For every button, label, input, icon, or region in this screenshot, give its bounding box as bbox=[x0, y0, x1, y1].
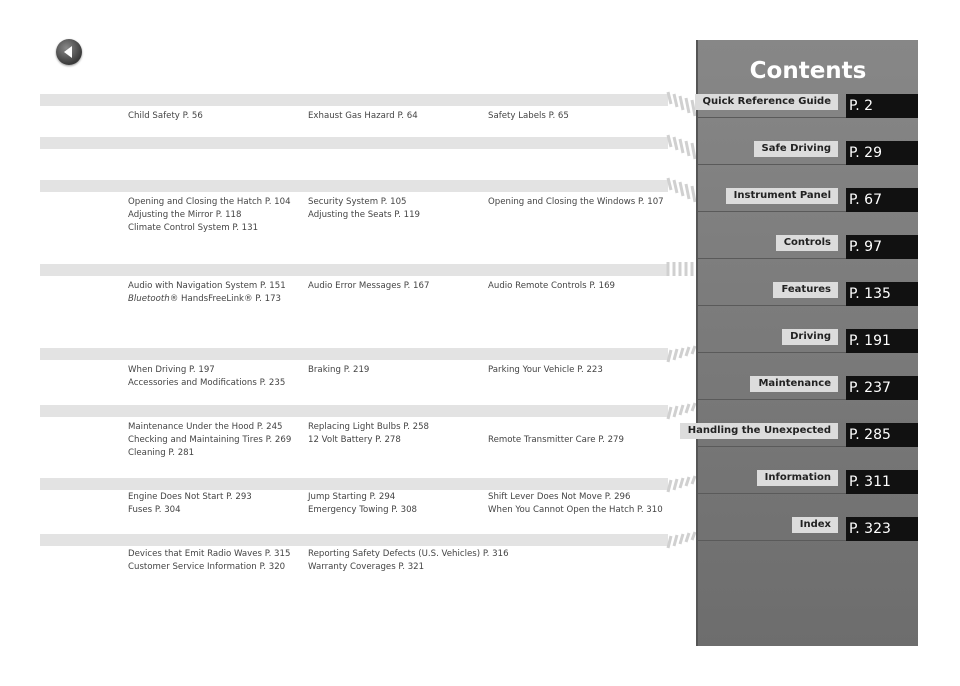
tab-connector-stripes bbox=[664, 474, 698, 508]
contents-title: Contents bbox=[749, 58, 867, 84]
section-entries bbox=[128, 364, 668, 390]
section-band bbox=[40, 534, 668, 546]
toc-link bbox=[488, 447, 668, 460]
toc-link bbox=[308, 293, 488, 306]
section-entries bbox=[128, 421, 668, 460]
tab-label-driving[interactable]: Driving bbox=[782, 329, 838, 345]
tab-connector-stripes bbox=[664, 530, 698, 564]
entry-row bbox=[128, 110, 668, 123]
section-band bbox=[40, 478, 668, 490]
tab-divider bbox=[698, 493, 846, 494]
toc-link[interactable]: Opening and Closing the Hatch P. 104 bbox=[128, 197, 291, 207]
toc-link[interactable]: Checking and Maintaining Tires P. 269 bbox=[128, 435, 292, 445]
section-band bbox=[40, 348, 668, 360]
entry-row bbox=[128, 377, 668, 390]
toc-link[interactable]: 12 Volt Battery P. 278 bbox=[308, 435, 401, 445]
tab-divider bbox=[698, 446, 846, 447]
entry-row bbox=[128, 491, 668, 504]
entry-row bbox=[128, 293, 668, 306]
tab-page-driving[interactable]: P. 191 bbox=[846, 329, 918, 353]
toc-link bbox=[308, 222, 488, 235]
toc-link bbox=[488, 548, 668, 561]
tab-page-controls[interactable]: P. 97 bbox=[846, 235, 918, 259]
entry-row bbox=[128, 209, 668, 222]
toc-link[interactable]: Cleaning P. 281 bbox=[128, 448, 195, 458]
toc-link[interactable]: When Driving P. 197 bbox=[128, 365, 215, 375]
toc-link bbox=[488, 561, 668, 574]
toc-link[interactable]: Adjusting the Seats P. 119 bbox=[308, 210, 421, 220]
toc-link[interactable]: Remote Transmitter Care P. 279 bbox=[488, 435, 624, 445]
toc-link[interactable]: Warranty Coverages P. 321 bbox=[308, 562, 425, 572]
tab-connector-stripes bbox=[664, 344, 698, 378]
toc-link[interactable]: Exhaust Gas Hazard P. 64 bbox=[308, 111, 418, 121]
toc-link[interactable]: Bluetooth® HandsFreeLink® P. 173 bbox=[128, 294, 282, 304]
tab-label-features[interactable]: Features bbox=[773, 282, 838, 298]
entry-row bbox=[128, 548, 668, 561]
tab-divider bbox=[698, 211, 846, 212]
tab-divider bbox=[698, 258, 846, 259]
toc-link bbox=[488, 222, 668, 235]
toc-link bbox=[308, 377, 488, 390]
tab-page-safe-driving[interactable]: P. 29 bbox=[846, 141, 918, 165]
section-entries bbox=[128, 548, 668, 574]
tab-connector-stripes bbox=[664, 176, 698, 210]
entry-row bbox=[128, 504, 668, 517]
toc-link[interactable]: Reporting Safety Defects (U.S. Vehicles) P. 316 bbox=[308, 549, 509, 559]
section-band bbox=[40, 405, 668, 417]
tab-page-features[interactable]: P. 135 bbox=[846, 282, 918, 306]
toc-link[interactable]: Safety Labels P. 65 bbox=[488, 111, 569, 121]
section-band bbox=[40, 137, 668, 149]
tab-page-information[interactable]: P. 311 bbox=[846, 470, 918, 494]
tab-page-index[interactable]: P. 323 bbox=[846, 517, 918, 541]
toc-link bbox=[488, 377, 668, 390]
back-arrow-icon[interactable] bbox=[56, 39, 82, 65]
toc-link bbox=[308, 447, 488, 460]
toc-link[interactable]: Audio Remote Controls P. 169 bbox=[488, 281, 616, 291]
tab-connector-stripes bbox=[664, 260, 698, 294]
entry-row bbox=[128, 196, 668, 209]
entry-row bbox=[128, 364, 668, 377]
section-entries bbox=[128, 110, 668, 123]
entry-row bbox=[128, 434, 668, 447]
section-entries bbox=[128, 280, 668, 306]
toc-link[interactable]: Devices that Emit Radio Waves P. 315 bbox=[128, 549, 291, 559]
toc-link[interactable]: When You Cannot Open the Hatch P. 310 bbox=[488, 505, 663, 515]
toc-link[interactable]: Parking Your Vehicle P. 223 bbox=[488, 365, 603, 375]
toc-link[interactable]: Jump Starting P. 294 bbox=[308, 492, 396, 502]
tab-label-safe-driving[interactable]: Safe Driving bbox=[754, 141, 838, 157]
tab-label-handling-the-unexpected[interactable]: Handling the Unexpected bbox=[680, 423, 838, 439]
toc-link[interactable]: Shift Lever Does Not Move P. 296 bbox=[488, 492, 631, 502]
toc-link[interactable]: Fuses P. 304 bbox=[128, 505, 181, 515]
section-band bbox=[40, 94, 668, 106]
toc-link[interactable]: Maintenance Under the Hood P. 245 bbox=[128, 422, 283, 432]
toc-link[interactable]: Audio with Navigation System P. 151 bbox=[128, 281, 286, 291]
toc-link[interactable]: Accessories and Modifications P. 235 bbox=[128, 378, 286, 388]
tab-divider bbox=[698, 164, 846, 165]
section-band bbox=[40, 264, 668, 276]
tab-divider bbox=[698, 117, 846, 118]
tab-label-index[interactable]: Index bbox=[792, 517, 838, 533]
tab-divider bbox=[698, 399, 846, 400]
entry-row bbox=[128, 222, 668, 235]
tab-divider bbox=[698, 305, 846, 306]
toc-link[interactable]: Adjusting the Mirror P. 118 bbox=[128, 210, 242, 220]
entry-row bbox=[128, 280, 668, 293]
tab-page-handling-the-unexpected[interactable]: P. 285 bbox=[846, 423, 918, 447]
tab-divider bbox=[698, 540, 846, 541]
entry-row bbox=[128, 421, 668, 434]
toc-link[interactable]: Customer Service Information P. 320 bbox=[128, 562, 286, 572]
section-band bbox=[40, 180, 668, 192]
toc-link[interactable]: Replacing Light Bulbs P. 258 bbox=[308, 422, 430, 432]
entry-row bbox=[128, 447, 668, 460]
toc-link bbox=[488, 209, 668, 222]
toc-link[interactable]: Child Safety P. 56 bbox=[128, 111, 203, 121]
toc-link[interactable]: Engine Does Not Start P. 293 bbox=[128, 492, 252, 502]
tab-connector-stripes bbox=[664, 133, 698, 167]
tab-page-maintenance[interactable]: P. 237 bbox=[846, 376, 918, 400]
tab-connector-stripes bbox=[664, 90, 698, 124]
toc-link[interactable]: Emergency Towing P. 308 bbox=[308, 505, 418, 515]
entry-row bbox=[128, 561, 668, 574]
section-entries bbox=[128, 196, 668, 235]
tab-page-quick-reference-guide[interactable]: P. 2 bbox=[846, 94, 918, 118]
tab-label-quick-reference-guide[interactable]: Quick Reference Guide bbox=[695, 94, 838, 110]
toc-link[interactable]: Opening and Closing the Windows P. 107 bbox=[488, 197, 664, 207]
tab-divider bbox=[698, 352, 846, 353]
toc-link bbox=[488, 293, 668, 306]
tab-label-controls[interactable]: Controls bbox=[776, 235, 838, 251]
tab-label-instrument-panel[interactable]: Instrument Panel bbox=[726, 188, 838, 204]
toc-link[interactable]: Climate Control System P. 131 bbox=[128, 223, 259, 233]
tab-label-information[interactable]: Information bbox=[757, 470, 838, 486]
section-entries bbox=[128, 491, 668, 517]
toc-link[interactable]: Audio Error Messages P. 167 bbox=[308, 281, 430, 291]
tab-page-instrument-panel[interactable]: P. 67 bbox=[846, 188, 918, 212]
toc-link bbox=[488, 421, 668, 434]
toc-link[interactable]: Braking P. 219 bbox=[308, 365, 370, 375]
tab-label-maintenance[interactable]: Maintenance bbox=[750, 376, 838, 392]
toc-link[interactable]: Security System P. 105 bbox=[308, 197, 407, 207]
